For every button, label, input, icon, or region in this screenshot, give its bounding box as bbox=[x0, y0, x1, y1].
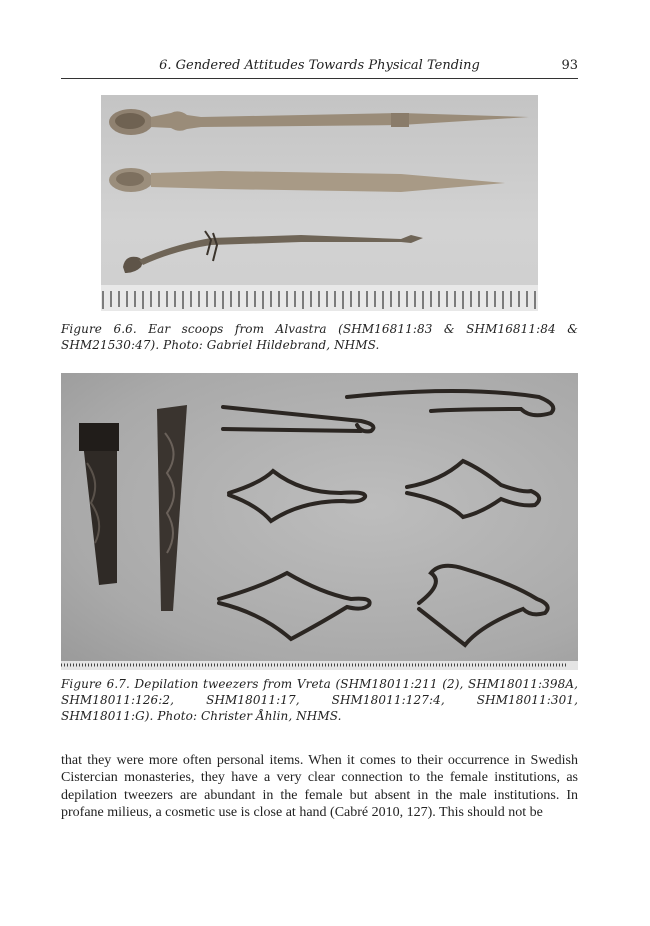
ear-scoop-3 bbox=[123, 231, 423, 273]
figure-6-7-photo bbox=[61, 373, 578, 670]
wire-tweezer-5 bbox=[219, 573, 370, 639]
wire-tweezer-4 bbox=[407, 461, 539, 517]
scale-ruler bbox=[101, 285, 538, 311]
wire-tweezer-1 bbox=[223, 407, 373, 431]
figure-6-6-caption: Figure 6.6. Ear scoops from Alvastra (SHM16811:83 & SHM16811:84 & SHM21530:47). Photo: Gabriel Hildebrand, NHMS. bbox=[61, 322, 578, 352]
wire-tweezer-2 bbox=[347, 391, 553, 415]
running-title: 6. Gendered Attitudes Towards Physical Tending bbox=[159, 58, 480, 73]
wire-tweezer-3 bbox=[229, 471, 365, 521]
body-paragraph: that they were more often personal items. When it comes to their occurrence in Swedish Cistercian monasteries, they have a very clear connection to the female institutions, as depilation tweezers are abundant in the female but absent in the male institutions. In profane milieus, a cosmetic use is close at hand (Cabré 2010, 127). This should not be bbox=[61, 753, 578, 820]
wire-tweezer-6 bbox=[419, 566, 548, 645]
scale-ruler bbox=[61, 661, 578, 670]
running-head bbox=[61, 56, 578, 79]
ear-scoop-2 bbox=[109, 168, 505, 192]
sheet-tweezer-2 bbox=[157, 405, 187, 611]
page-number: 93 bbox=[561, 58, 578, 73]
ear-scoop-1 bbox=[109, 109, 529, 135]
figure-6-7-caption: Figure 6.7. Depilation tweezers from Vreta (SHM18011:211 (2), SHM18011:398A, SHM18011:126:2, SHM18011:17, SHM18011:127:4, SHM18011:301, SHM18011:G). Photo: Christer Åhlin, NHMS. bbox=[61, 677, 578, 723]
sheet-tweezer-1 bbox=[79, 423, 119, 585]
figure-6-6-photo bbox=[101, 95, 538, 311]
